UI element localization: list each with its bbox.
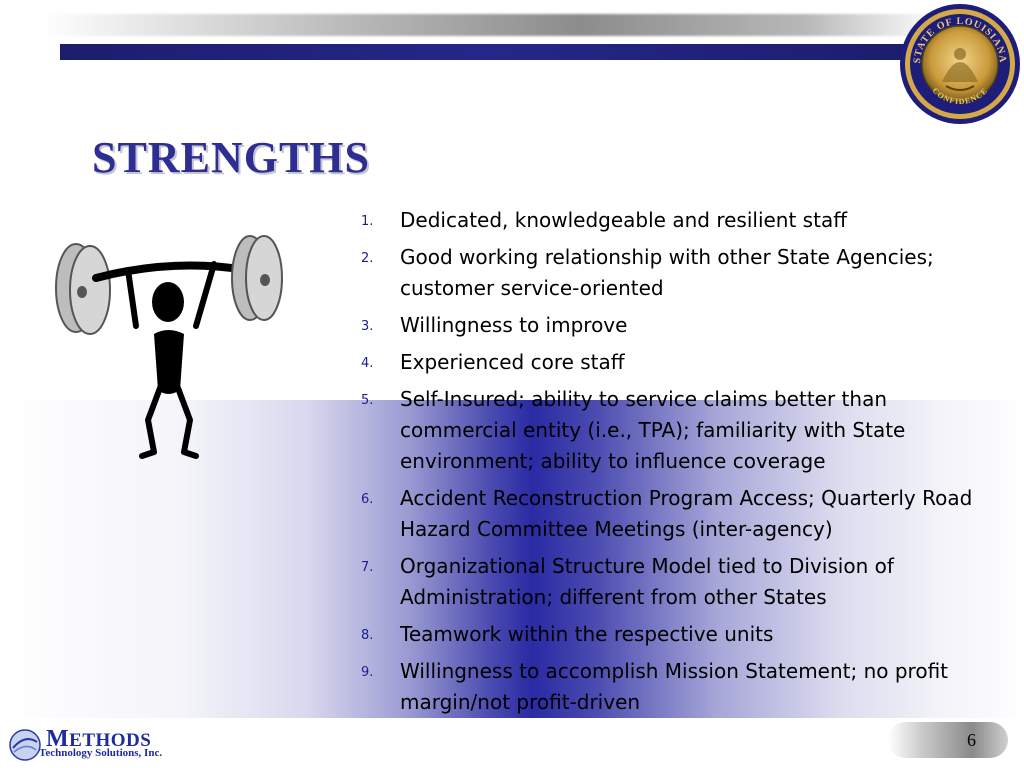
list-item [356, 551, 996, 613]
item-text: Experienced core staff [400, 350, 625, 374]
item-text: Self-Insured; ability to service claims better than commercial entity (i.e., TPA); familiarity with State environment; ability to influence coverage [400, 387, 906, 473]
item-number: 8. [361, 628, 374, 643]
item-text: Dedicated, knowledgeable and resilient staff [400, 208, 847, 232]
torso-icon [154, 330, 184, 394]
list-item [356, 205, 996, 236]
methods-logo [8, 726, 198, 766]
left-weight-plate-icon [56, 244, 110, 334]
slide-title: STRENGTHS [92, 133, 370, 182]
logo-tagline: Technology Solutions, Inc. [39, 747, 163, 759]
logo-rest: ETHODS [69, 730, 152, 751]
item-number: 4. [361, 356, 374, 371]
louisiana-state-seal [898, 2, 1022, 126]
list-item [356, 656, 996, 718]
seal-top-text: STATE OF LOUISIANA [911, 15, 1009, 64]
list-item [356, 242, 996, 304]
strengths-list [356, 205, 996, 724]
item-text: Good working relationship with other State Agencies; customer service-oriented [400, 245, 934, 300]
seal-bottom-text: CONFIDENCE [930, 85, 990, 107]
header-gray-bar [40, 14, 940, 36]
list-item [356, 619, 996, 650]
item-number: 5. [361, 393, 374, 408]
item-text: Organizational Structure Model tied to Division of Administration; different from other States [400, 554, 894, 609]
logo-initial: M [46, 726, 70, 752]
item-number: 1. [361, 214, 374, 229]
header-navy-bar [60, 44, 910, 60]
item-number: 9. [361, 665, 374, 680]
list-item [356, 310, 996, 341]
item-number: 2. [361, 251, 374, 266]
item-text: Teamwork within the respective units [400, 622, 774, 646]
barbell-bar-icon [96, 266, 246, 279]
item-number: 6. [361, 492, 374, 507]
list-item [356, 483, 996, 545]
page-number-badge [888, 722, 1008, 758]
list-item [356, 384, 996, 477]
item-text: Accident Reconstruction Program Access; Quarterly Road Hazard Committee Meetings (inter-agency) [400, 486, 973, 541]
item-text: Willingness to improve [400, 313, 628, 337]
list-item [356, 347, 996, 378]
item-number: 7. [361, 560, 374, 575]
item-text: Willingness to accomplish Mission Statement; no profit margin/not profit-driven [400, 659, 949, 714]
right-weight-plate-icon [232, 236, 282, 320]
item-number: 3. [361, 319, 374, 334]
logo-swirl-icon [8, 728, 42, 762]
page-number: 6 [967, 730, 976, 750]
head-icon [152, 282, 184, 322]
weightlifter-clipart-icon [50, 230, 295, 470]
